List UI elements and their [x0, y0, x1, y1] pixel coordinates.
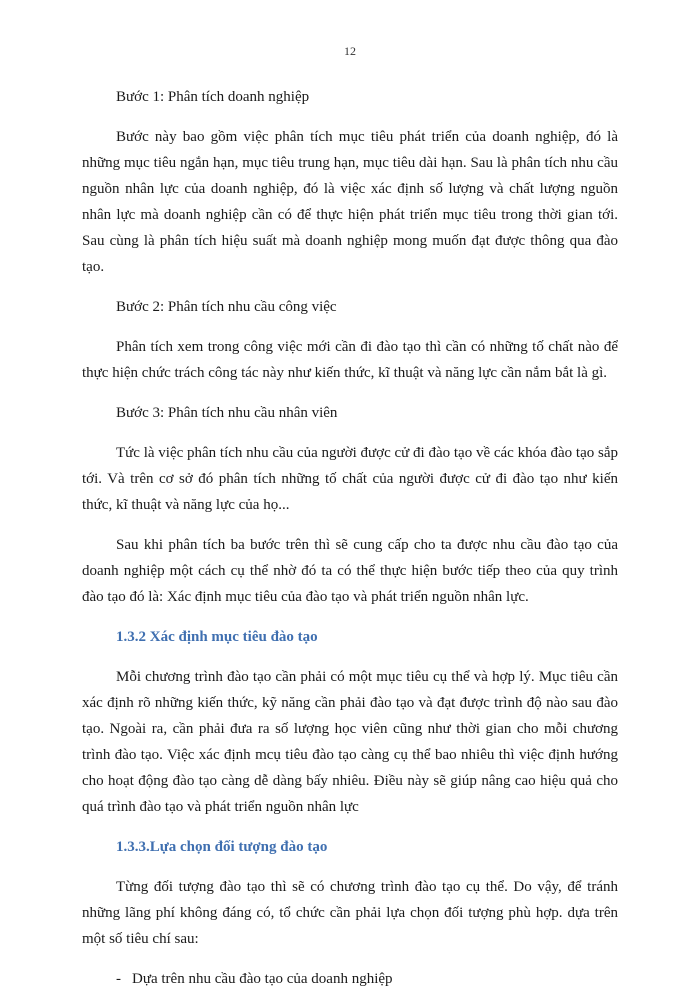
step-1-label: Bước 1: Phân tích doanh nghiệp — [116, 89, 310, 105]
step-3-label: Bước 3: Phân tích nhu cầu nhân viên — [116, 405, 338, 421]
list-item — [82, 966, 618, 992]
paragraph-step-3: Tức là việc phân tích nhu cầu của người được cử đi đào tạo về các khóa đào tạo sắp tới. Và trên cơ sở đó phân tích những tố chất của người được cử đi đào tạo như kiến thức, kĩ thuật và năng lực của họ... — [82, 445, 618, 513]
page-body — [82, 84, 618, 992]
paragraph-1-3-3: Từng đối tượng đào tạo thì sẽ có chương trình đào tạo cụ thể. Do vậy, để tránh những lãng phí không đáng có, tổ chức cần phải lựa chọn đối tượng phù hợp. dựa trên một số tiêu chí sau: — [82, 879, 618, 947]
step-2-label: Bước 2: Phân tích nhu cầu công việc — [116, 299, 337, 315]
paragraph-summary: Sau khi phân tích ba bước trên thì sẽ cung cấp cho ta được nhu cầu đào tạo của doanh nghiệp một cách cụ thể nhờ đó ta có thể thực hiện bước tiếp theo của quy trình đào tạo đó là: Xác định mục tiêu của đào tạo và phát triển nguồn nhân lực. — [82, 537, 618, 605]
page-number: 12 — [344, 44, 356, 58]
section-heading-1-3-3: 1.3.3.Lựa chọn đối tượng đào tạo — [116, 839, 328, 855]
list-item-text: Dựa trên nhu cầu đào tạo của doanh nghiệp — [132, 971, 393, 987]
paragraph-1-3-2: Mỗi chương trình đào tạo cần phải có một mục tiêu cụ thể và hợp lý. Mục tiêu cần xác định rõ những kiến thức, kỹ năng cần phải đào tạo và đạt được trình độ nào sau đào tạo. Ngoài ra, cần phải đưa ra số lượng học viên cũng như thời gian cho mỗi chương trình đào tạo. Việc xác định mcụ tiêu đào tạo càng cụ thể bao nhiêu thì việc định hướng cho hoạt động đào tạo càng dễ dàng bấy nhiêu. Điều này sẽ giúp nâng cao hiệu quả cho quá trình đào tạo và phát triển nguồn nhân lực — [82, 669, 618, 815]
bullet-marker: - — [116, 971, 121, 987]
section-heading-1-3-2: 1.3.2 Xác định mục tiêu đào tạo — [116, 629, 318, 645]
paragraph-step-2: Phân tích xem trong công việc mới cần đi đào tạo thì cần có những tố chất nào để thực hiện chức trách công tác này như kiến thức, kĩ thuật và năng lực cần nắm bắt là gì. — [82, 339, 618, 381]
paragraph-step-1: Bước này bao gồm việc phân tích mục tiêu phát triển của doanh nghiệp, đó là những mục tiêu ngắn hạn, mục tiêu trung hạn, mục tiêu dài hạn. Sau là phân tích nhu cầu nguồn nhân lực của doanh nghiệp, đó là việc xác định số lượng và chất lượng nguồn nhân lực mà doanh nghiệp cần có để thực hiện phát triển mục tiêu trong thời gian tới. Sau cùng là phân tích hiệu suất mà doanh nghiệp mong muốn đạt được thông qua đào tạo. — [82, 129, 618, 275]
